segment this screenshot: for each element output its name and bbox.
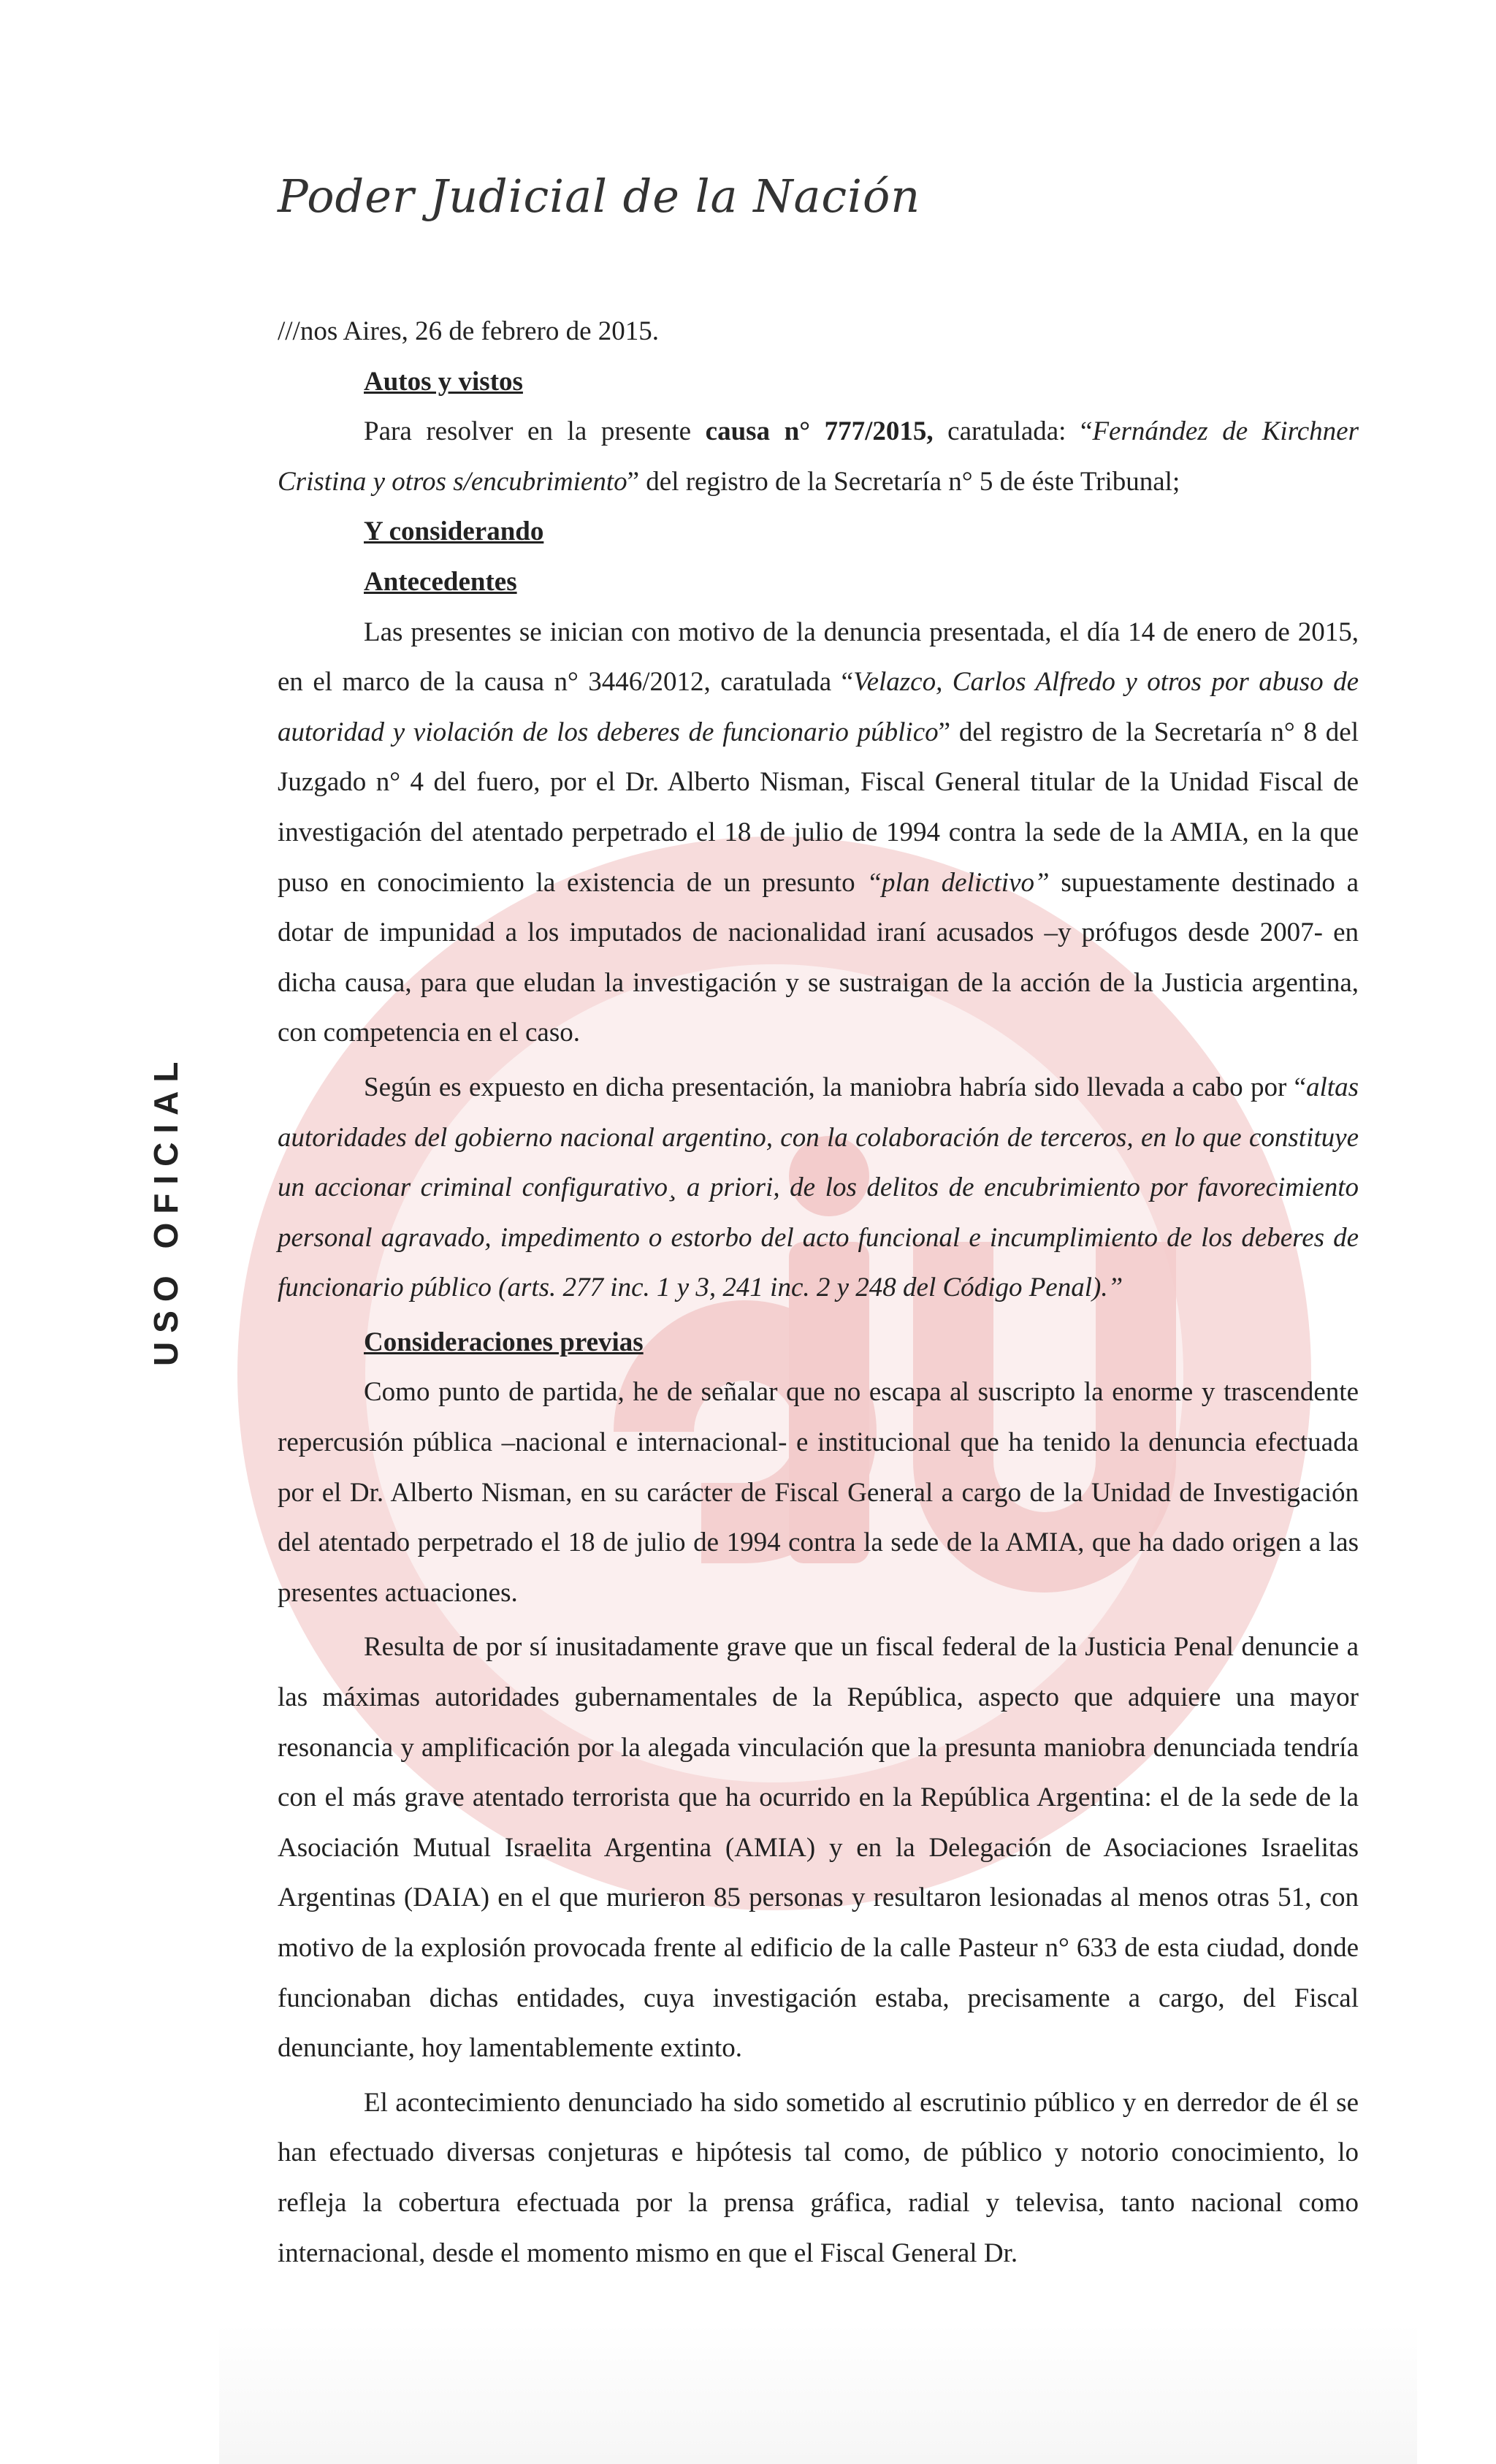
paragraph-6: El acontecimiento denunciado ha sido sometido al escrutinio público y en derredor de él se han efectuado diversas conjeturas e hipótesis tal como, de público y notorio conocimiento, lo refleja la cobertura efectuada por la prensa gráfica, radial y televisa, tanto nacional como internacional, desde el momento mismo en que el Fiscal General Dr. — [278, 2087, 1359, 2268]
paragraph-4: Como punto de partida, he de señalar que no escapa al suscripto la enorme y trascendente repercusión pública –nacional e internacional- e institucional que ha tenido la denuncia efectuada por el Dr. Alberto Nisman, en su carácter de Fiscal General a cargo de la Unidad de Investigación del atentado perpetrado el 18 de julio de 1994 contra la sede de la AMIA, que ha dado origen a las presentes actuaciones. — [278, 1377, 1359, 1608]
uso-oficial-stamp: USO OFICIAL — [147, 1053, 185, 1366]
header-title: Poder Judicial de la Nación — [278, 169, 921, 223]
heading-antecedentes: Antecedentes — [364, 566, 517, 597]
page-bottom-shade — [219, 2323, 1417, 2464]
paragraph-2: Las presentes se inician con motivo de la denuncia presentada, el día 14 de enero de 2015, en el marco de la causa n° 3446/2012, caratulada “Velazco, Carlos Alfredo y otros por abuso de autoridad y violación de los deberes de funcionario público” del registro de la Secretaría n° 8 del Juzgado n° 4 del fuero, por el Dr. Alberto Nisman, Fiscal General titular de la Unidad Fiscal de investigación del atentado perpetrado el 18 de julio de 1994 contra la sede de la AMIA, en la que puso en conocimiento la existencia de un presunto “plan delictivo” supuestamente destinado a dotar de impunidad a los imputados de nacionalidad iraní acusados –y prófugos desde 2007- en dicha causa, para que eludan la investigación y se sustraigan de la acción de la Justicia argentina, con competencia en el caso. — [278, 617, 1359, 1048]
heading-y-considerando: Y considerando — [364, 516, 544, 547]
heading-autos-y-vistos: Autos y vistos — [364, 366, 523, 397]
paragraph-3: Según es expuesto en dicha presentación, la maniobra habría sido llevada a cabo por “altas autoridades del gobierno nacional argentino, con la colaboración de terceros, en lo que constituye un accionar criminal configurativo¸ a priori, de los delitos de encubrimiento por favorecimiento personal agravado, impedimento o estorbo del acto funcional e incumplimiento de los deberes de funcionario público (arts. 277 inc. 1 y 3, 241 inc. 2 y 248 del Código Penal).” — [278, 1072, 1359, 1303]
heading-consideraciones-previas: Consideraciones previas — [364, 1327, 644, 1357]
paragraph-1: Para resolver en la presente causa n° 777/2015, caratulada: “Fernández de Kirchner Cristina y otros s/encubrimiento” del registro de la Secretaría n° 5 de éste Tribunal; — [278, 416, 1359, 497]
document-body — [278, 307, 1359, 2278]
date-line: ///nos Aires, 26 de febrero de 2015. — [278, 316, 659, 346]
paragraph-5: Resulta de por sí inusitadamente grave que un fiscal federal de la Justicia Penal denuncie a las máximas autoridades gubernamentales de la República, aspecto que adquiere una mayor resonancia y amplificación por la alegada vinculación que la presunta maniobra denunciada tendría con el más grave atentado terrorista que ha ocurrido en la República Argentina: el de la sede de la Asociación Mutual Israelita Argentina (AMIA) y en la Delegación de Asociaciones Israelitas Argentinas (DAIA) en el que murieron 85 personas y resultaron lesionadas al menos otras 51, con motivo de la explosión provocada frente al edificio de la calle Pasteur n° 633 de esta ciudad, donde funcionaban dichas entidades, cuya investigación estaba, precisamente a cargo, del Fiscal denunciante, hoy lamentablemente extinto. — [278, 1632, 1359, 2064]
